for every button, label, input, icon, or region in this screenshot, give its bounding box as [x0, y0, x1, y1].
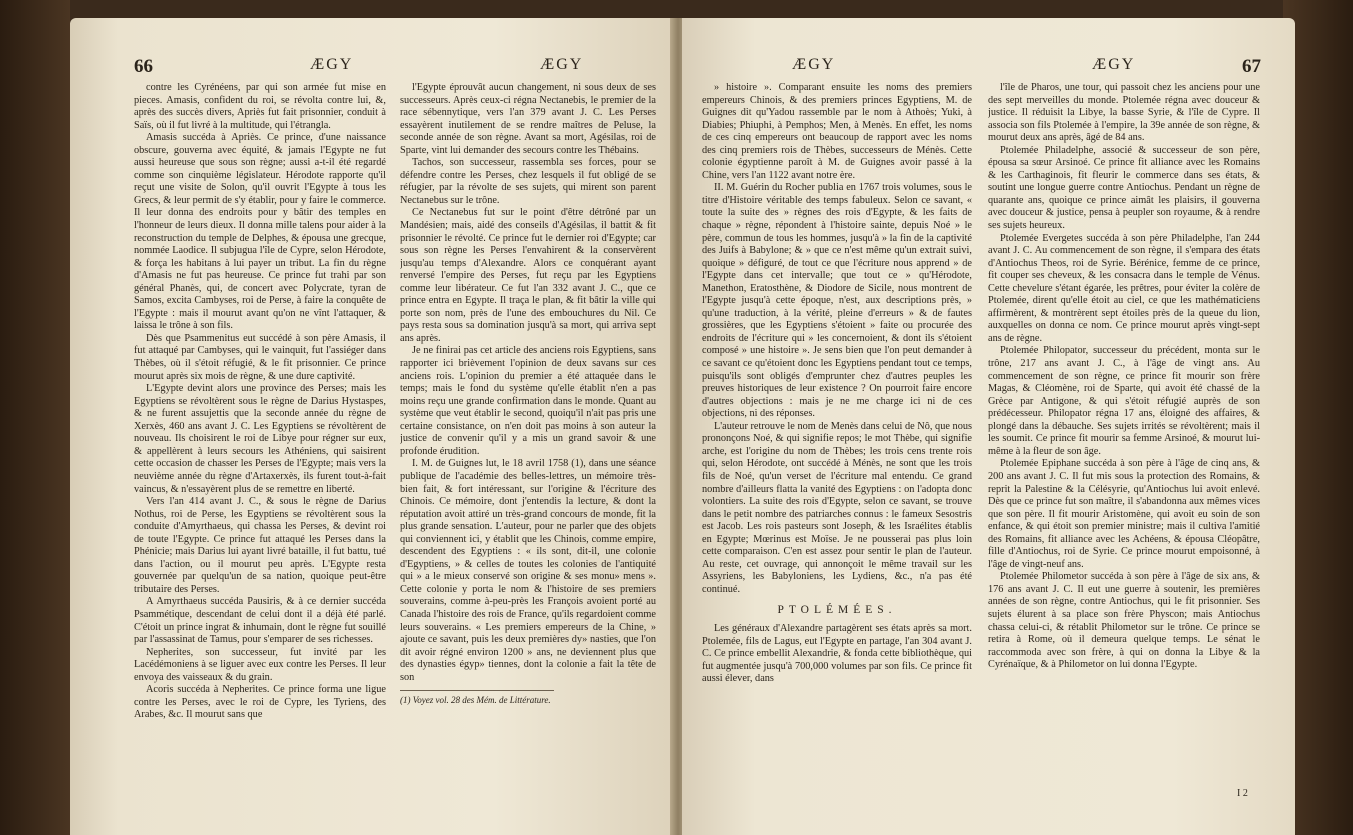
- paragraph: contre les Cyrénéens, par qui son armée fut mise en pieces. Amasis, confident du roi, se révolta contre lui, &, après des succès divers, Apriès fut fait prisonnier, conduit à Saïs, où il fut livré à la multitude, qui l'étrangla.: [134, 82, 386, 131]
- paragraph: L'auteur retrouve le nom de Menès dans celui de Nô, que nous prononçons Noé, & qui signifie repos; le mot Thèbe, qui signifie arche, est l'origine du nom de Thèbes; les trois cens trente rois qui, selon Hérodote, ont succédé à Ménès, ne sont que les trois fils de Noé, qu'un verset de l'écriture mal entendu. Ce grand nombre d'ailleurs flatta la vanité des Egyptiens : on l'adopta donc volontiers. La suite des rois d'Egypte, selon ce savant, se trouve dans le petit nombre des patriarches connus : le fameux Sesostris est Jacob. Les rois pasteurs sont Joseph, & les Israélites établis en Egypte; Mœrinus est Moïse. Je ne pousserai pas plus loin cette comparaison. C'en est assez pour sentir le plan de l'auteur. Au reste, cet ouvrage, qui annonçoit le même travail sur les Assyriens, les Babyloniens, les Lydiens, &c., n'a pas été continué.: [702, 420, 972, 595]
- left-head-word-2: ÆGY: [540, 56, 584, 73]
- book-shadow-left: [0, 0, 70, 835]
- footnote-rule: [400, 690, 554, 691]
- open-book: [70, 8, 1295, 835]
- signature-mark: I 2: [1237, 788, 1248, 799]
- paragraph: L'Egypte devint alors une province des Perses; mais les Egyptiens se révoltèrent sous le règne de Darius Hystaspes, & ne furent assujettis que la seconde année du règne de Xerxès, 460 ans avant J. C. Les Egyptiens se révoltèrent de nouveau. Ils choisirent le roi de Libye pour régner sur eux, & appellèrent à leurs secours les Athéniens, qui saisirent cette occasion de chasser les Perses de l'Egypte; mais vers la neuvième année du règne d'Artaxerxès, ils furent tout-à-fait vaincus, & n'essayèrent plus de se remettre en liberté.: [134, 383, 386, 495]
- paragraph: Ptolemée Philometor succéda à son père à l'âge de six ans, & 176 ans avant J. C. Il eut une guerre à soutenir, les premières années de son règne, contre Antiochus, qui le fit prisonnier. Ses sujets élurent à sa place son frère Physcon; mais Antiochus chassa celui-ci, & rétablit Philometor sur le trône. Ce prince se retira à Rome, où il demeura quelque temps. Le sénat le raccommoda avec son frère, à qui on donna la Libye & la Cyrénaïque, & à Philometor on lui donna l'Egypte.: [988, 571, 1260, 671]
- paragraph: Ptolemée Epiphane succéda à son père à l'âge de cinq ans, & 200 ans avant J. C. Il fut mis sous la protection des Romains, & reprit la Palestine & la Célésyrie, qu'Antiochus lui avoit enlevé. Dès que ce prince fut son maître, il s'abandonna aux mêmes vices que son père. Il fit mourir Aristomène, qui avoit eu soin de son enfance, & qui étoit son premier ministre; mais il cultiva l'amitié des Romains, fit alliance avec les Achéens, & épousa Cléopâtre, fille d'Antiochus, roi de Syrie. Ce prince mourut empoisonné, à l'âge de vingt-neuf ans.: [988, 458, 1260, 570]
- right-head-word-1: ÆGY: [792, 56, 836, 73]
- paragraph: l'Egypte éprouvât aucun changement, ni sous deux de ses successeurs. Après ceux-ci régna Nectanebis, le premier de la race sébennytique, vers l'an 379 avant J. C. Les Perses essayèrent inutilement de se rendre maîtres de Peluse, la seconde année de son règne. Avant sa mort, Agésilas, roi de Sparte, vint lui demander des secours contre les Thébains.: [400, 82, 656, 156]
- footnote: (1) Voyez vol. 28 des Mém. de Littérature.: [400, 695, 551, 706]
- left-head-word-1: ÆGY: [310, 56, 354, 73]
- right-page-column-2: [988, 82, 1260, 782]
- right-head-word-2: ÆGY: [1092, 56, 1136, 73]
- paragraph: Amasis succéda à Apriès. Ce prince, d'une naissance obscure, gouverna avec équité, & jamais l'Egypte ne fut aussi heureuse que sous son règne; aussi a-t-il été regardé comme son cinquième législateur. Hérodote rapporte qu'il reçut une visite de Solon, qu'il ouvrit l'Egypte à tous les Grecs, & leur permit de s'y établir, pour y faire le commerce. Il leur donna des endroits pour y bâtir des temples en l'honneur de leurs dieux. Il donna mille talens pour aider à la reconstruction du temple de Delphes, & épousa une grecque, nommée Laodice. Il subjugua l'île de Cypre, selon Hérodote, & força les habitans à lui payer un tribut. La fin du règne d'Amasis ne fut pas heureuse. Ce prince fut trahi par son général Phanès, qui, de concert avec Polycrate, tyran de Samos, excita Cambyses, roi de Perse, à faire la conquête de l'Egypte : mais il mourut avant qu'on ne vînt l'attaquer, & laissa le trône à son fils.: [134, 132, 386, 332]
- right-page-column-1: [702, 82, 972, 782]
- paragraph: A Amyrthaeus succéda Pausiris, & à ce dernier succéda Psammétique, descendant de celui dont il a déjà été parlé. C'étoit un prince ingrat & inhumain, dont le règne fut souillé par l'assassinat de Tamus, pour s'emparer de ses richesses.: [134, 596, 386, 646]
- paragraph: Ptolemée Philadelphe, associé & successeur de son père, épousa sa sœur Arsinoé. Ce prince fit alliance avec les Romains & les Carthaginois, fit fleurir le commerce dans ses états, & soutint une longue guerre contre Antiochus. Pendant un règne de quarante ans, quoique ce prince aimât les plaisirs, il gouverna avec douceur & justice, pensa à peupler son royaume, & à rendre ses sujets heureux.: [988, 144, 1260, 232]
- left-page-column-1: [134, 82, 386, 782]
- paragraph: Ptolemée Evergetes succéda à son père Philadelphe, l'an 244 avant J. C. Au commencement de son règne, il s'empara des états d'Antiochus Theos, roi de Syrie. Bérénice, femme de ce prince, fit couper ses cheveux, & les consacra dans le temple de Vénus. Cette chevelure s'étant égarée, les prêtres, pour éviter la colère de Ptolemée, dirent qu'elle étoit au ciel, ce que les mathématiciens affirmèrent, & montrèrent sept étoiles près de la queue du lion, auxquelles on donna ce nom. Ce prince mourut après vingt-sept ans de règne.: [988, 232, 1260, 344]
- paragraph: Acoris succéda à Nepherites. Ce prince forma une ligue contre les Perses, avec le roi de Cypre, les Tyriens, des Arabes, &c. Il mourut sans que: [134, 684, 386, 721]
- paragraph: Je ne finirai pas cet article des anciens rois Egyptiens, sans rapporter ici brièvement l'opinion de deux savans sur ces anciens rois. L'opinion du premier a été attaquée dans le temps; mais le fond du système qu'elle établit n'en a pas moins reçu une grande confirmation dans le monde. Quant au système que veut établir le second, quoiqu'il n'ait pas pris une certaine consistance, on n'en doit pas moins à son auteur la justice de convenir qu'il y a mis un grand savoir & une profonde érudition.: [400, 345, 656, 457]
- paragraph: Les généraux d'Alexandre partagèrent ses états après sa mort. Ptolemée, fils de Lagus, eut l'Egypte en partage, l'an 304 avant J. C. Ce prince embellit Alexandrie, & fonda cette bibliothèque, qui fut augmentée jusqu'à 700,000 volumes par son fils. Ce prince fit aussi élever, dans: [702, 622, 972, 685]
- paragraph: Nepherites, son successeur, fut invité par les Lacédémoniens à se liguer avec eux contre les Perses. Il leur envoya des vaisseaux & du grain.: [134, 646, 386, 683]
- paragraph: I. M. de Guignes lut, le 18 avril 1758 (1), dans une séance publique de l'académie des belles-lettres, un mémoire très-bien fait, & fort intéressant, sur l'origine & l'écriture des Chinois. Ce mémoire, dont j'entendis la lecture, & dont la réputation avoit attiré un très-grand concours de monde, fit la plus grande sensation. L'auteur, pour ne parler que des objets qui conviennent ici, y établit que les Chinois, comme empire, descendent des Egyptiens : « ils sont, dit-il, une colonie d'Egyptiens, » & celles de toutes les colonies de l'antiquité qui » a le mieux conservé son origine & ses monu» mens ». Cette colonie y porta le nom & l'histoire de ses premiers souverains, comme à-peu-près les François avoient porté au Canada l'histoire des rois de France, qu'ils regardoient comme leurs souverains. « Les premiers empereurs de la Chine, » ajoute ce savant, puis les deux premières dy» nasties, que l'on dit avoir régné environ 1200 » ans, ne deviennent plus que des dynasties égyp» tiennes, dont la colonie a fait la tête de son: [400, 458, 656, 683]
- paragraph: l'île de Pharos, une tour, qui passoit chez les anciens pour une des sept merveilles du monde. Ptolemée régna avec douceur & justice. Il réduisit la Libye, la basse Syrie, & l'île de Cypre. Il associa son fils Ptolemée à l'empire, la 39e année de son règne, & mourut deux ans après, âgé de 84 ans.: [988, 82, 1260, 144]
- paragraph: II. M. Guérin du Rocher publia en 1767 trois volumes, sous le titre d'Histoire véritable des temps fabuleux. Selon ce savant, « toute la suite des » règnes des rois d'Egypte, & les faits de chaque » règne, répondent à l'histoire sainte, depuis Noé » le père, commun de tous les hommes, jusqu'à » la fin de la captivité des Juifs à Babylone; & » que ce n'est même qu'un extrait suivi, quoique » défiguré, de tout ce que l'écriture nous apprend » de l'Egypte dans cet intervalle; que tout ce » qu'Hérodote, Manethon, Eratosthène, & Diodore de Sicile, nous montrent de l'Egypte jusqu'à cette époque, n'est, aux descriptions près, » qu'une traduction, à la vérité, pleine d'erreurs » & de fautes grossières, que les Egyptiens s'étoient » faite ou procurée des endroits de l'écriture qui » les concernoient, & dont ils s'étoient composé » une histoire ». Je sens bien que l'on peut demander à ce savant ce qu'étoient donc les Egyptiens pendant tout ce temps, puisqu'ils sont obligés d'emprunter chez d'autres peuples les preuves historiques de leur existence ? On pourroit faire encore d'autres objections : mais je ne me charge ici ni de ces objections, ni des réponses.: [702, 182, 972, 420]
- section-heading: PTOLÉMÉES.: [777, 604, 897, 617]
- right-page: [682, 18, 1295, 835]
- paragraph: Vers l'an 414 avant J. C., & sous le règne de Darius Nothus, roi de Perse, les Egyptiens se révoltèrent sous la conduite d'Amyrthaeus, qui chassa les Perses, & devint roi de toute l'Egypte. Ce prince fut attaqué les Perses dans la Phénicie; mais Darius lui ayant livré bataille, il fut battu, tué dans l'action, ou il mourut peu après. L'Egypte resta gouvernée par quelqu'un de sa nation, quoique peut-être tributaire des Perses.: [134, 496, 386, 595]
- right-page-number: 67: [1242, 56, 1261, 77]
- paragraph: Ptolemée Philopator, successeur du précédent, monta sur le trône, 217 ans avant J. C., à l'âge de vingt ans. Au commencement de son règne, ce prince fit mourir son frère Magas, & Cléomène, roi de Sparte, qui avoit été chassé de la Grèce par Antigone, & qui s'étoit réfugié auprès de son prédécesseur. Philopator régna 17 ans, éloigné des affaires, & plongé dans la débauche. Ses sujets irrités se révoltèrent; mais il les soumit. Ce prince fit mourir sa femme Arsinoé, & mourut lui-même à la fleur de son âge.: [988, 345, 1260, 457]
- paragraph: Tachos, son successeur, rassembla ses forces, pour se défendre contre les Perses, chez lesquels il fut obligé de se réfugier, par la révolte de ses sujets, qui mirent son parent Nectanebus sur le trône.: [400, 157, 656, 206]
- paragraph: » histoire ». Comparant ensuite les noms des premiers empereurs Chinois, & des premiers princes Egyptiens, M. de Guignes dit qu'Yadou rassemble par le nom à Athoès; Yuki, à Diabies; Phiuphi, à Pemphos; Men, à Menès. En effet, les noms de ces cinq empereurs ont beaucoup de rapport avec les noms des cinq premiers rois de Thèbes, successeurs de Ménès. Cette colonie égyptienne paroît à M. de Guignes avoir passé à la Chine, vers l'an 1122 avant notre ère.: [702, 82, 972, 181]
- left-page-number: 66: [134, 56, 153, 77]
- paragraph: Ce Nectanebus fut sur le point d'être détrôné par un Mandésien; mais, aidé des conseils d'Agésilas, il battit & fit prisonnier le révolté. Ce prince fut le dernier roi d'Egypte; car sous son règne les Perses l'envahirent & la conservèrent jusqu'au temps d'Alexandre. Alors ce conquérant ayant renversé l'empire des Perses, fut reçu par les Egyptiens comme leur libérateur. Ce fut l'an 332 avant J. C., que ce prince entra en Egypte. Il traça le plan, & fit bâtir la ville qui porte son nom, près de l'une des embouchures du Nil. Ce pays resta sous sa domination jusqu'à sa mort, qui arriva sept ans après.: [400, 207, 656, 344]
- left-page-column-2: [400, 82, 656, 782]
- left-page: [70, 18, 675, 835]
- paragraph: Dès que Psammenitus eut succédé à son père Amasis, il fut attaqué par Cambyses, qui le vainquit, fut l'assiéger dans Thèbes, où il s'étoit réfugié, & le fit prisonnier. Ce prince mourut après six mois de règne, & une dure captivité.: [134, 332, 386, 382]
- right-running-head: [682, 56, 1295, 78]
- left-running-head: [70, 56, 675, 78]
